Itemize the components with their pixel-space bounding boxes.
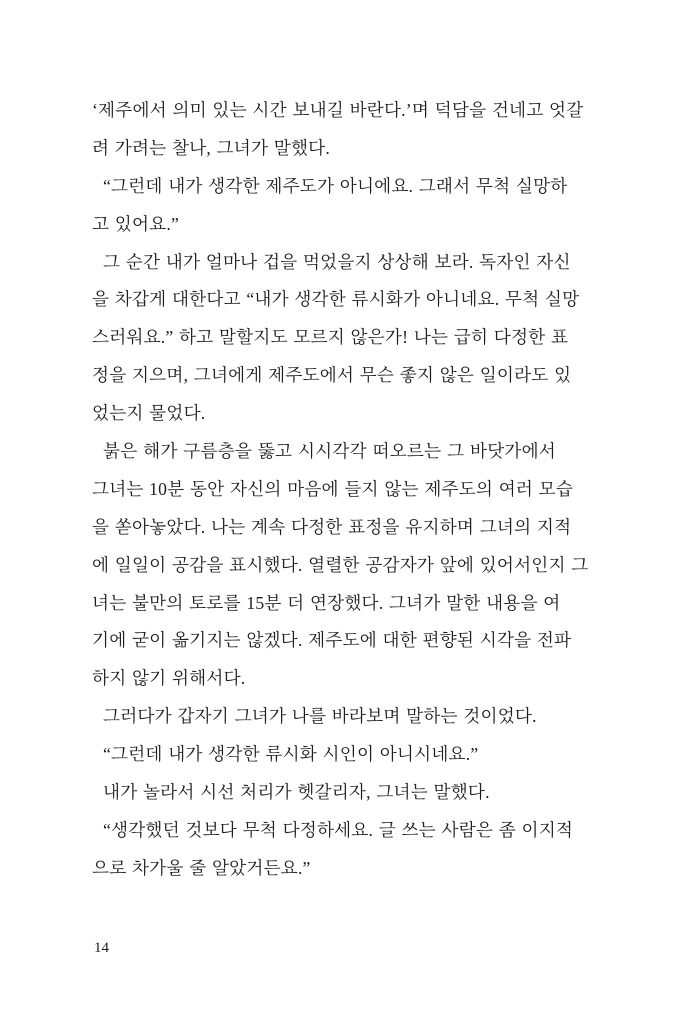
text-line-10: 붉은 해가 구름층을 뚫고 시시각각 떠오르는 그 바닷가에서 xyxy=(103,441,556,462)
text-line-8: 정을 지으며, 그녀에게 제주도에서 무슨 좋지 않은 일이라도 있 xyxy=(92,365,572,386)
text-line-18: “그런데 내가 생각한 류시화 시인이 아니시네요.” xyxy=(103,744,479,765)
text-line-14: 녀는 불만의 토로를 15분 더 연장했다. 그녀가 말한 내용을 여 xyxy=(92,592,561,613)
text-line-4: 고 있어요.” xyxy=(92,213,179,234)
text-line-2: 려 가려는 찰나, 그녀가 말했다. xyxy=(92,137,330,158)
text-line-5: 그 순간 내가 얼마나 겁을 먹었을지 상상해 보라. 독자인 자신 xyxy=(103,251,571,272)
text-line-16: 하지 않기 위해서다. xyxy=(92,668,246,689)
text-line-17: 그러다가 갑자기 그녀가 나를 바라보며 말하는 것이었다. xyxy=(103,706,537,727)
text-line-19: 내가 놀라서 시선 처리가 헷갈리자, 그녀는 말했다. xyxy=(103,782,490,803)
text-line-21: 으로 차가울 줄 알았거든요.” xyxy=(92,857,311,878)
text-line-9: 었는지 물었다. xyxy=(92,403,206,424)
text-line-1: ‘제주에서 의미 있는 시간 보내길 바란다.’며 덕담을 건네고 엇갈 xyxy=(92,100,584,120)
text-line-15: 기에 굳이 옮기지는 않겠다. 제주도에 대한 편향된 시각을 전파 xyxy=(92,630,572,651)
text-line-13: 에 일일이 공감을 표시했다. 열렬한 공감자가 앞에 있어서인지 그 xyxy=(92,554,589,575)
text-line-7: 스러워요.” 하고 말할지도 모르지 않은가! 나는 급히 다정한 표 xyxy=(92,327,569,348)
body-text xyxy=(92,92,589,888)
text-line-6: 을 차갑게 대한다고 “내가 생각한 류시화가 아니네요. 무척 실망 xyxy=(92,289,580,310)
text-line-20: “생각했던 것보다 무척 다정하세요. 글 쓰는 사람은 좀 이지적 xyxy=(103,819,574,840)
text-line-11: 그녀는 10분 동안 자신의 마음에 들지 않는 제주도의 여러 모습 xyxy=(92,478,574,499)
text-line-3: “그런데 내가 생각한 제주도가 아니에요. 그래서 무척 실망하 xyxy=(103,175,568,196)
page-number: 14 xyxy=(94,940,109,956)
text-line-12: 을 쏟아놓았다. 나는 계속 다정한 표정을 유지하며 그녀의 지적 xyxy=(92,516,572,537)
